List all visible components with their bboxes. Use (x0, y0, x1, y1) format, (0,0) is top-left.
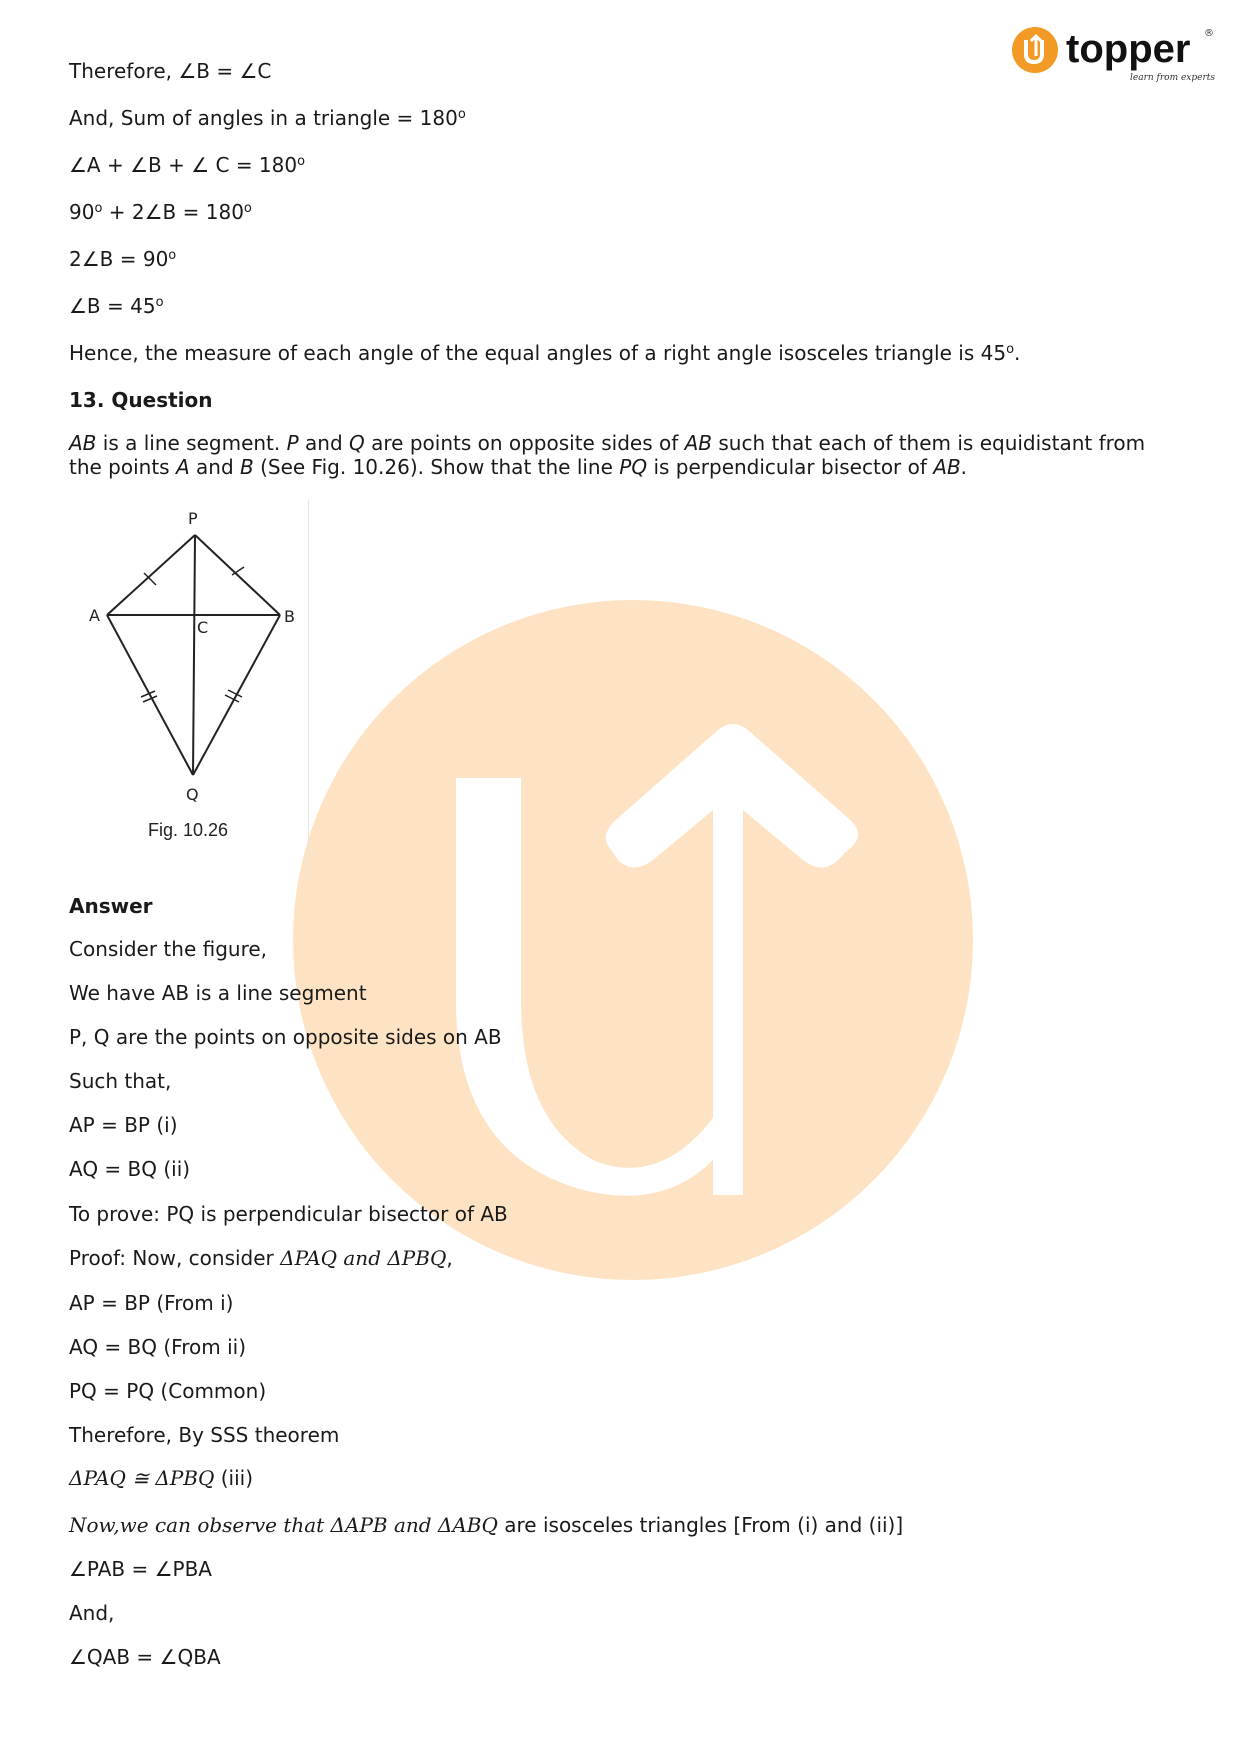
text-line: ∠QAB = ∠QBA (69, 1645, 221, 1669)
text-line: Consider the figure, (69, 937, 268, 961)
text-line: P, Q are the points on opposite sides on AB (69, 1025, 502, 1049)
text-line: Such that, (69, 1069, 172, 1093)
question-heading: 13. Question (69, 388, 213, 412)
text-line: Hence, the measure of each angle of the equal angles of a right angle isosceles triangle is 45$^o$. (69, 341, 1021, 365)
text-line: AQ = BQ (From ii) (69, 1335, 246, 1359)
label-a: A (89, 606, 100, 625)
text-line: We have AB is a line segment (69, 981, 367, 1005)
logo-tagline: learn from experts (1130, 73, 1216, 83)
kite-figure (80, 505, 320, 845)
label-q: Q (186, 785, 199, 804)
segment-aq (107, 615, 193, 775)
topper-watermark-logo (293, 600, 973, 1280)
registered-mark: ® (1204, 28, 1214, 39)
text-line: Therefore, By SSS theorem (69, 1423, 340, 1447)
observe-line: Now,we can observe that ΔAPB and ΔABQ are isosceles triangles [From (i) and (ii)] (69, 1513, 904, 1537)
figure-caption: Fig. 10.26 (148, 820, 229, 840)
label-b: B (284, 607, 295, 626)
segment-bp (195, 535, 280, 615)
text-line: To prove: PQ is perpendicular bisector of AB (69, 1202, 508, 1226)
proof-line: Proof: Now, consider ΔPAQ and ΔPBQ, (69, 1246, 453, 1270)
text-line: ∠A + ∠B + ∠ $C = 180^o$ (69, 153, 306, 177)
text-line: ∠PAB = ∠PBA (69, 1557, 212, 1581)
segment-ap (107, 535, 195, 615)
text-line: ∠B = $45^o$ (69, 294, 164, 318)
text-line: AP = BP (From i) (69, 1291, 234, 1315)
logo-wordmark: topper (1066, 27, 1191, 71)
answer-heading: Answer (69, 894, 153, 918)
label-c: C (197, 618, 209, 637)
text-line: AQ = BQ (ii) (69, 1157, 191, 1181)
text-line: $90^o$ + 2∠B = $180^o$ (69, 200, 252, 224)
question-text: AB is a line segment. P and Q are points on opposite sides of AB such that each of them is equidistant from the points A and B (See Fig. 10.26). Show that the line PQ is perpendicular bisector of AB. (69, 431, 1146, 479)
text-line: AP = BP (i) (69, 1113, 178, 1137)
text-line: 2∠B = $90^o$ (69, 247, 177, 271)
text-line: And, (69, 1601, 115, 1625)
text-line: PQ = PQ (Common) (69, 1379, 267, 1403)
congruence-line: ΔPAQ ≅ ΔPBQ (iii) (69, 1466, 254, 1490)
text-line: And, Sum of angles in a triangle = $180^o$ (69, 106, 466, 130)
topper-logo (1012, 26, 1216, 88)
label-p: P (188, 509, 198, 528)
segment-pq (193, 535, 195, 775)
text-line: Therefore, ∠B = ∠C (69, 59, 272, 83)
